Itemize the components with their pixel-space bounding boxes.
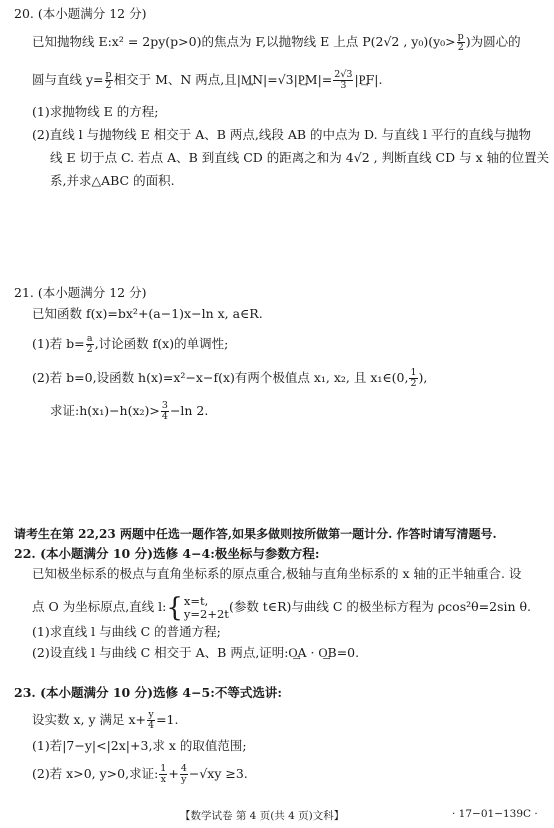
q21-part2-text-a: (2)若 b=0,设函数 h(x)=x²−x−f(x)有两个极值点 x₁, x₂, 且 x₁∈(0, <box>32 370 409 385</box>
q20-line1-text-a: 已知抛物线 E:x² = 2py(p>0)的焦点为 F,以抛物线 E 上点 P(2√2 , y₀)(y₀> <box>32 34 456 49</box>
q22-system-top: x=t, <box>183 593 209 608</box>
q23-part2-frac2-den: y <box>181 774 187 785</box>
q23-line1 <box>32 710 178 731</box>
q20-line2-text-a: 圆与直线 y= <box>32 72 104 87</box>
q20-part1: (1)求抛物线 E 的方程; <box>32 104 159 119</box>
q20-line2 <box>32 70 382 91</box>
q23-line1-frac-den: 4 <box>148 720 155 731</box>
q22-line2-text-b: (参数 t∈R)与曲线 C 的极坐标方程为 ρcos²θ=2sin θ. <box>228 599 532 614</box>
q20-line2-frac2-num: 2√3 <box>334 69 353 80</box>
q23-part2-text-b: −√xy ≥3. <box>188 766 248 781</box>
q23-part2-frac2-num: 4 <box>180 763 187 774</box>
q20-line1-frac-num: p <box>457 31 464 42</box>
q21-part2-line2-frac-den: 4 <box>161 411 168 422</box>
footer-page-info: 【数学试卷 第 4 页(共 4 页)文科】 <box>180 810 345 822</box>
q20-line2-text-c: |P͢F|. <box>354 72 383 87</box>
q21-part1-frac-den: 2 <box>86 344 93 355</box>
q20-line2-frac-num: p <box>105 69 112 80</box>
q20-line2-frac2-den: 3 <box>340 80 347 91</box>
q21-part2-line2 <box>50 401 208 422</box>
q22-part1: (1)求直线 l 与曲线 C 的普通方程; <box>32 624 221 639</box>
q21-part2-frac-num: 1 <box>410 367 417 378</box>
system-brace-icon: { <box>166 592 183 623</box>
q21-part2-frac-den: 2 <box>410 378 417 389</box>
q23-part2-frac2 <box>180 764 188 785</box>
q23-part2-frac1 <box>159 764 167 785</box>
q20-part2-line3: 系,并求△ABC 的面积. <box>50 173 175 188</box>
q21-part1-text-a: (1)若 b= <box>32 336 85 351</box>
q22-line2 <box>32 592 531 622</box>
q21-part2-frac <box>409 368 417 389</box>
footer-code: · 17−01−139C · <box>452 808 538 820</box>
q21-part1-frac-num: a <box>86 333 93 344</box>
q21-line1: 已知函数 f(x)=bx²+(a−1)x−ln x, a∈R. <box>32 306 263 321</box>
q21-part2-line2-text-a: 求证:h(x₁)−h(x₂)> <box>50 403 160 418</box>
q20-part2-line1: (2)直线 l 与抛物线 E 相交于 A、B 两点,线段 AB 的中点为 D. 与直线 l 平行的直线与抛物 <box>32 127 531 142</box>
q21-part1-text-b: ,讨论函数 f(x)的单调性; <box>94 336 229 351</box>
q23-part2-text-a: (2)若 x>0, y>0,求证: <box>32 766 159 781</box>
choose-one-instruction: 请考生在第 22,23 两题中任选一题作答,如果多做则按所做第一题计分. 作答时请写清题号. <box>14 527 497 541</box>
q20-line2-frac <box>105 70 113 91</box>
q22-system-bottom: y=2+2t <box>183 606 229 621</box>
q20-line2-frac2 <box>333 70 353 91</box>
q23-part2-frac1-den: x <box>160 774 166 785</box>
q22-line2-text-a: 点 O 为坐标原点,直线 l: <box>32 599 167 614</box>
q21-part1-frac <box>86 334 94 355</box>
q21-part1 <box>32 334 228 355</box>
q21-part2-line2-text-b: −ln 2. <box>169 403 209 418</box>
q22-part2: (2)设直线 l 与曲线 C 相交于 A、B 两点,证明:O͢A · O͢B=0. <box>32 645 360 660</box>
q21-part2-text-b: ), <box>418 370 428 385</box>
q23-part2 <box>32 764 248 785</box>
q21-part2-line2-frac <box>161 401 169 422</box>
q20-line2-frac-den: 2 <box>105 80 112 91</box>
q23-header: 23. (本小题满分 10 分)选修 4−5:不等式选讲: <box>14 685 282 700</box>
q20-line1-text-b: )为圆心的 <box>465 34 521 49</box>
q23-line1-text-a: 设实数 x, y 满足 x+ <box>32 712 147 727</box>
q21-part2-line2-frac-num: 3 <box>161 400 168 411</box>
q23-part2-frac1-num: 1 <box>160 763 167 774</box>
q20-line2-text-b: 相交于 M、N 两点,且|M͢N|=√3|P͢M|= <box>113 72 333 87</box>
q20-line1 <box>32 32 521 53</box>
q23-part2-plus: + <box>168 766 179 781</box>
q20-part2-line2: 线 E 切于点 C. 若点 A、B 到直线 CD 的距离之和为 4√2 , 判断直线 CD 与 x 轴的位置关 <box>50 150 550 165</box>
q23-line1-text-b: =1. <box>156 712 179 727</box>
q23-line1-frac-num: y <box>148 709 154 720</box>
q22-parametric-system <box>184 595 229 621</box>
q21-part2-line1 <box>32 368 427 389</box>
q20-header: 20. (本小题满分 12 分) <box>14 6 147 21</box>
q22-header: 22. (本小题满分 10 分)选修 4−4:极坐标与参数方程: <box>14 546 320 561</box>
q21-header: 21. (本小题满分 12 分) <box>14 285 147 300</box>
q23-line1-frac <box>147 710 155 731</box>
q20-line1-frac-den: 2 <box>457 42 464 53</box>
q23-part1: (1)若|7−y|<|2x|+3,求 x 的取值范围; <box>32 738 247 753</box>
q20-line1-frac <box>457 32 465 53</box>
q22-line1: 已知极坐标系的极点与直角坐标系的原点重合,极轴与直角坐标系的 x 轴的正半轴重合. 设 <box>32 566 522 581</box>
